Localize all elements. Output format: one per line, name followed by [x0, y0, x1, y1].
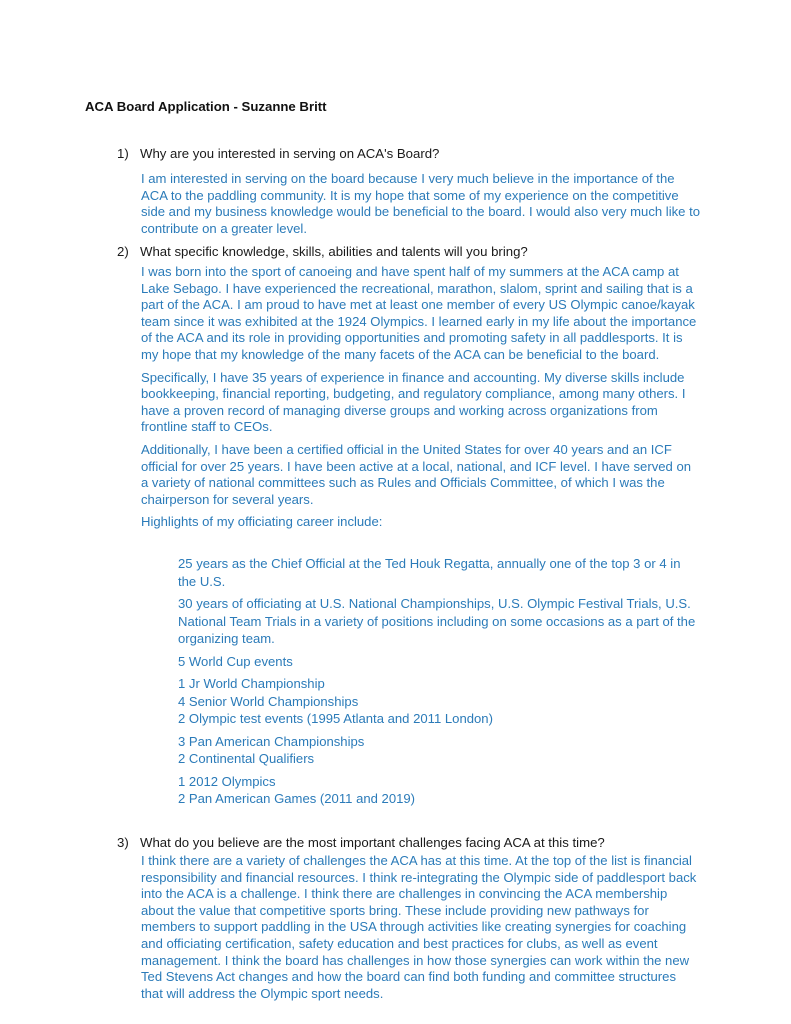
question-text: Why are you interested in serving on ACA's Board? — [140, 146, 440, 161]
officiating-highlights — [178, 555, 698, 813]
question-number: 1) — [117, 146, 129, 161]
answer-2 — [141, 264, 701, 537]
answer-paragraph: I think there are a variety of challenges the ACA has at this time. At the top of the list is financial responsibility and financial resources. I think re-integrating the Olympic side of paddlesport back into the ACA is a challenge. I think there are challenges in convincing the ACA membership about the value that competitive sports bring. These include providing new pathways for members to support paddling in the USA through activities like creating synergies for coaching and officiating certification, safety education and best practices for clubs, as well as event management. I think the board has challenges in how those synergies can work within the new Ted Stevens Act changes and how the board can find both funding and committee structures that will address the Olympic sport needs. — [141, 853, 697, 1001]
highlight-item: 30 years of officiating at U.S. National Championships, U.S. Olympic Festival Trials, U.S. National Team Trials in a variety of positions including on some occasions as a part of the organizing team. — [178, 596, 696, 646]
highlight-item: 4 Senior World Championships — [178, 693, 359, 709]
question-2 — [117, 244, 528, 259]
highlight-item: 5 World Cup events — [178, 653, 293, 669]
highlight-item: 3 Pan American Championships — [178, 733, 365, 749]
highlight-item: 25 years as the Chief Official at the Ted Houk Regatta, annually one of the top 3 or 4 in the U.S. — [178, 556, 681, 589]
highlight-group-world — [178, 675, 698, 728]
highlight-item: 2 Olympic test events (1995 Atlanta and 2011 London) — [178, 711, 493, 726]
question-1 — [117, 146, 439, 161]
question-text: What do you believe are the most important challenges facing ACA at this time? — [140, 835, 605, 850]
document-title: ACA Board Application - Suzanne Britt — [85, 99, 327, 114]
highlights-intro: Highlights of my officiating career include: — [141, 514, 383, 530]
answer-paragraph: Additionally, I have been a certified official in the United States for over 40 years and an ICF official for over 25 years. I have been active at a local, national, and ICF level. I have served on a variety of national committees such as Rules and Officials Committee, of which I was the chairperson for several years. — [141, 441, 692, 507]
question-text: What specific knowledge, skills, abilities and talents will you bring? — [140, 244, 528, 259]
answer-paragraph: Specifically, I have 35 years of experience in finance and accounting. My diverse skills include bookkeeping, financial reporting, budgeting, and regulatory compliance, among many others. I have a proven record of managing diverse groups and working across organizations from frontline staff to CEOs. — [141, 369, 686, 435]
highlight-item: 2 Pan American Games (2011 and 2019) — [178, 791, 416, 806]
answer-1 — [141, 171, 701, 243]
highlight-item: 2 Continental Qualifiers — [178, 751, 315, 766]
answer-paragraph: I was born into the sport of canoeing and have spent half of my summers at the ACA camp at Lake Sebago. I have experienced the recreational, marathon, slalom, sprint and sailing that is a part of the ACA. I am proud to have met at least one member of every US Olympic canoe/kayak team since it was exhibited at the 1924 Olympics. I learned early in my life about the importance of the ACA and its role in providing opportunities and promoting safety in all paddlesports. It is my hope that my knowledge of the many facets of the ACA can be beneficial to the board. — [141, 264, 697, 362]
answer-3 — [141, 853, 701, 1008]
highlight-item: 1 2012 Olympics — [178, 773, 276, 789]
answer-paragraph: I am interested in serving on the board because I very much believe in the importance of the ACA to the paddling community. It is my hope that some of my experience on the competitive side and my business knowledge would be beneficial to the board. I would also very much like to contribute on a greater level. — [141, 171, 700, 236]
question-3 — [117, 835, 605, 850]
highlight-item: 1 Jr World Championship — [178, 676, 325, 691]
highlight-group-pan-am — [178, 733, 698, 768]
question-number: 3) — [117, 835, 129, 850]
question-number: 2) — [117, 244, 129, 259]
highlight-group-olympics — [178, 773, 698, 808]
